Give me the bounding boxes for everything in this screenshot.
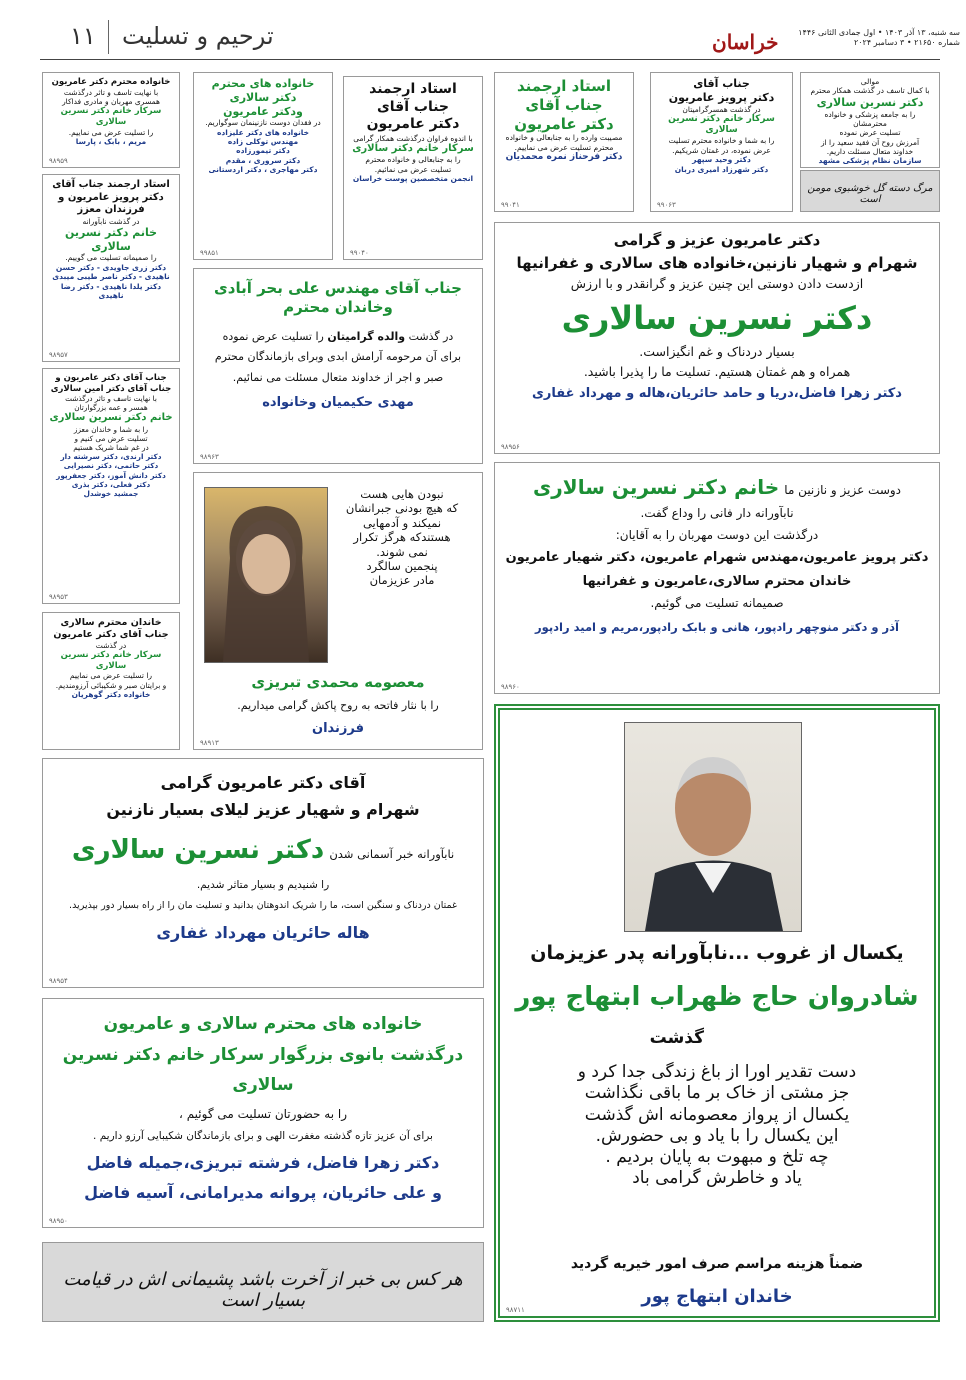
header-rule [40,59,940,60]
poem-block: نبودن هایی هست که هیچ بودنی جبرانشان نمیکند و آدمهایی هستندکه هرگز تکرار نمی شوند. پنجمین سالگرد مادر عزیزمان [345,487,459,588]
issue-line: شماره ۲۱۶۵۰ • ۳ دسامبر ۲۰۲۴ [853,38,960,47]
section-title: ترحیم و تسلیت [122,22,274,50]
ad-sepehr: جناب آقای دکتر پرویز عامریون در گذشت همسرگرامیتان سرکار خانم دکتر نسرین سالاری را به شما و خانواده محترم تسلیت عرض نموده، در غمتان شریکیم. دکتر وحید سپهر دکتر شهرزاد امیری دربان ۹۹۰۶۳ [650,72,793,212]
ad-arandi: جناب آقای دکتر عامریون و جناب آقای دکتر امین سالاری با نهایت تاسف و تاثر درگذشت همسر و عمه بزرگوارتان خانم دکتر نسرین سالاری را به شما و خاندان معزز تسلیت عرض می کنیم و در غم شما شریک هستیم دکتر ارندی، دکتر سرشته دار دکتر حاتمی، دکتر نصیرایی دکتر دانش آموز، دکتر جعفرپور دکتر فعلی، دکتر بذری جمشید خوشدل ۹۸۹۵۳ [42,368,180,604]
ad-nezam-pezeshki: موالی با کمال تاسف در گذشت همکار محترم دکتر نسرین سالاری را به جامعه پزشکی و خانواده محترمشان تسلیت عرض نموده آمرزش روح آن فقید سعید را از خداوند متعال مسئلت داریم. سازمان نظام پزشکی مشهد [800,72,940,168]
ad-anjoman-poost: استاد ارجمند جناب آقای دکتر عامریون با اندوه فراوان درگذشت همکار گرامی سرکار خانم دکتر سالاری را به جنابعالی و خانواده محترم تسلیت عرض می نمائیم. انجمن متخصصین پوست خراسان ۹۹۰۴۰ [343,76,483,260]
quote-box-large: هر کس بی خبر از آخرت باشد پشیمانی اش در قیامت بسیار است [42,1242,484,1322]
issue-info [790,28,960,48]
memorial-headline: یکسال از غروب ...نابآورانه پدر عزیزمان [530,942,904,964]
family-signer: خاندان ابتهاج پور [641,1286,793,1307]
date-line: سه شنبه، ۱۳ آذر ۱۴۰۳ • اول جمادی الثانی ۱۴۴۶ [798,28,960,37]
logo: خراسان [712,30,779,54]
ad-fazel-large: دکتر عامریون عزیز و گرامی شهرام و شهیار نازنین،خانواده های سالاری و غفرانیها ازدست دادن دوستی این چنین عزیز و گرانقدر و با ارزش دکتر نسرین سالاری بسیار دردناک و غم انگیزاست. همراه و هم غمتان هستیم. تسلیت ما را پذیرا باشید. دکتر زهرا فاضل،دریا و حامد حائریان،هاله و مهرداد غفاری ۹۸۹۵۶ [494,222,940,454]
deceased-name: معصومه محمدی تبریزی [251,673,425,691]
ad-hakimiyan: جناب آقای مهندس علی بحر آبادی وخاندان محترم در گذشت والده گرامیتان را تسلیت عرض نموده برای آن مرحومه آرامش ابدی وبرای بازماندگان محترم صبر و اجر از خداوند متعال مسئلت می نمائیم. مهدی حکیمیان وخانواده ۹۸۹۶۳ [193,268,483,464]
memorial-passed: گذشت [649,1028,704,1048]
header-divider [108,20,109,54]
quote-box-small: مرگ دسته گل خوشبوی مومن است [800,170,940,212]
portrait-man-icon [625,723,801,931]
ad-fazel-tabrizi: خانواده های محترم سالاری و عامریون درگذشت بانوی بزرگوار سرکار خانم دکتر نسرین سالاری را به حضورتان تسلیت می گوئیم ، برای آن عزیز تازه گذشته مغفرت الهی و برای بازماندگان شکیبایی آرزو داریم . دکتر زهرا فاضل، فرشته تبریزی،جمیله فاضل و علی حائریان، پروانه مدیرامانی، آسیه فاضل ۹۸۹۵۰ [42,998,484,1228]
charity-note: ضمناً هزینه مراسم صرف امور خیریه گردید [570,1256,864,1272]
ad-radpour: دوست عزیز و نازنین ما خانم دکتر نسرین سالاری نابآورانه دار فانی را وداع گفت. درگذشت این دوست مهربان را به آقایان: دکتر پرویز عامریون،مهندس شهرام عامریون، دکتر شهیار عامریون خاندان محترم سالاری،عامریون و غفرانیها صمیمانه تسلیت می گوئیم. آذر و دکتر منوچهر رادپور، هانی و بابک رادپور،مریم و امید رادپور ۹۸۹۶۰ [494,462,940,694]
ad-maryam-babak: خانواده محترم دکتر عامریون با نهایت تاسف و تاثر درگذشت همسری مهربان و مادری فداکار سرکار خانم دکتر نسرین سالاری را تسلیت عرض می نماییم. مریم ، بابک ، پارسا ۹۸۹۵۹ [42,72,180,168]
ad-tabrizi-anniversary: نبودن هایی هست که هیچ بودنی جبرانشان نمیکند و آدمهایی هستندکه هرگز تکرار نمی شوند. پنجمین سالگرد مادر عزیزمان معصومه محمدی تبریزی را با نثار فاتحه به روح پاکش گرامی میداریم. فرزندان ۹۸۹۱۳ [193,472,483,750]
portrait-photo-woman [204,487,328,663]
memorial-poem: دست تقدیر اورا از باغ زندگی جدا کرد و جز مشتی از خاک بر ما باقی نگذاشت یکسال از پرواز معصومانه اش گذشت این یکسال را با یاد و بی حضورش. چه تلخ و مبهوت به پایان بردیم . یاد و خاطرش گرامی باد [577,1062,857,1189]
ad-gohariyan: خاندان محترم سالاری جناب آقای دکتر عامریون در گذشت سرکار خانم دکتر نسرین سالاری را تسلیت عرض می نماییم و برایتان صبر و شکیبائی آرزومندیم. خانواده دکتر گوهریان [42,612,180,750]
anniversary-text: را با نثار فاتحه به روح پاکش گرامی میداریم. [237,699,439,712]
ad-alizadeh: خانواده های محترم دکتر سالاری ودکتر عامریون در فقدان دوست نازنینمان سوگواریم. خانواده های دکتر علیزاده مهندس توکلی زاده دکتر تیمورزاده دکتر سروری ، مقدم دکتر مهاجری ، دکتر اردستانی ۹۹۸۵۱ [193,72,333,260]
portrait-photo-man [624,722,802,932]
ad-ebtehajpour-memorial: یکسال از غروب ...نابآورانه پدر عزیزمان شادروان حاج ظهراب ابتهاج پور گذشت دست تقدیر اورا از باغ زندگی جدا کرد و جز مشتی از خاک بر ما باقی نگذاشت یکسال از پرواز معصومانه اش گذشت این یکسال را با یاد و بی حضورش. چه تلخ و مبهوت به پایان بردیم . یاد و خاطرش گرامی باد ضمناً هزینه مراسم صرف امور خیریه گردید خاندان ابتهاج پور ۹۸۷۱۱ [494,704,940,1322]
ad-javidi: استاد ارجمند جناب آقای دکتر پرویز عامریون و فرزندان معزز در گذشت نابآورانه خانم دکتر نسرین سالاری را صمیمانه تسلیت می گوییم. دکتر زری جاویدی - دکتر حسن ناهیدی - دکتر ناصر طیبی میبدی دکتر یلدا ناهیدی - دکتر رضا ناهیدی ۹۸۹۵۷ [42,174,180,362]
signer: فرزندان [311,721,365,736]
portrait-silhouette-icon [205,488,327,662]
ad-haeriyan-ghaffari: آقای دکتر عامریون گرامی شهرام و شهیار عزیز لیلای بسیار نازنین نابآورانه خبر آسمانی شدن دکتر نسرین سالاری را شنیدیم و بسیار متاثر شدیم. غمتان دردناک و سنگین است، ما را شریک اندوهتان بدانید و تسلیت مان را از راه بسیار دور بپذیرید. هاله حائریان مهرداد غفاری ۹۸۹۵۴ [42,758,484,988]
page-number: ۱۱ [70,22,96,50]
ad-namre: استاد ارجمند جناب آقای دکتر عامریون مصیبت وارده را به جنابعالی و خانواده محترم تسلیت عرض می نماییم. دکتر فرحناز نمره محمدیان ۹۹۰۴۱ [494,72,634,212]
deceased-name-large: شادروان حاج ظهراب ابتهاج پور [515,982,919,1012]
page-header [0,0,966,60]
